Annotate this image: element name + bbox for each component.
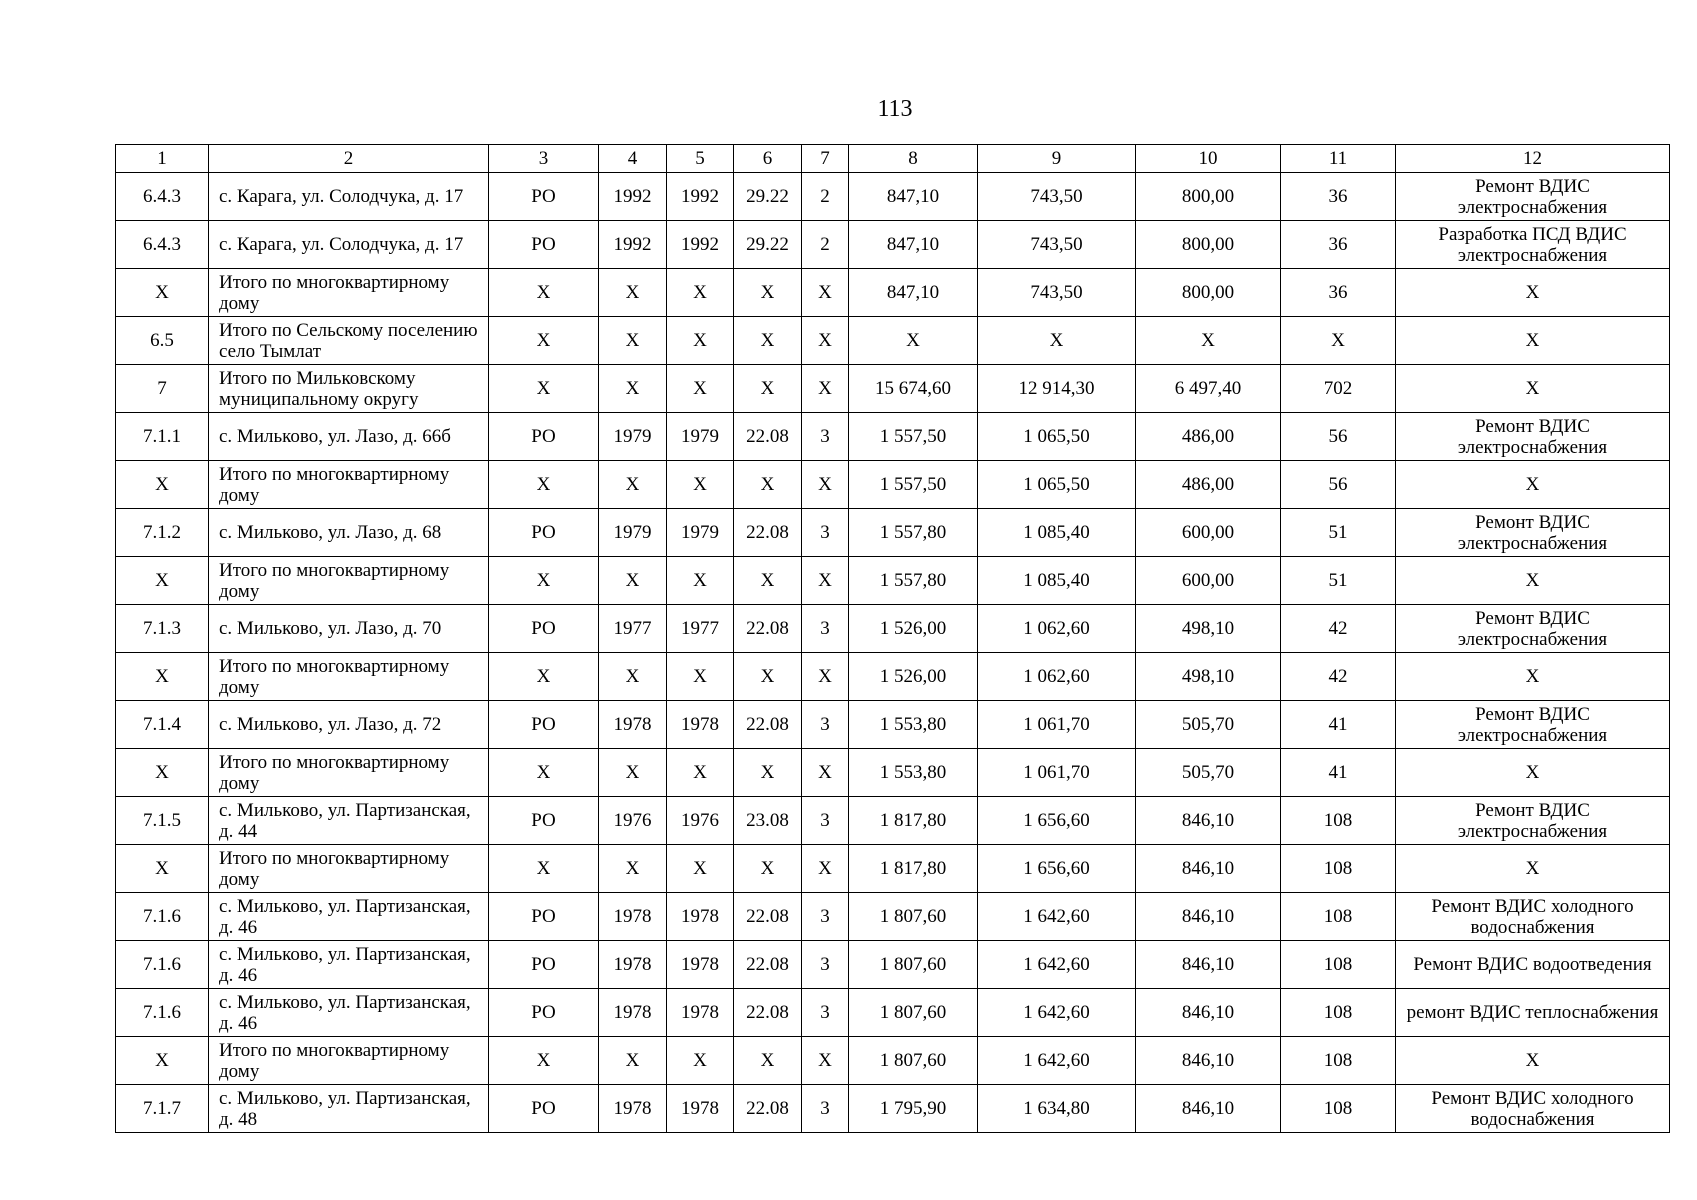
cell-year-commissioned: Х — [667, 365, 734, 413]
cell-work-type: ремонт ВДИС теплоснабжения — [1396, 989, 1670, 1037]
cell-work-type: Х — [1396, 317, 1670, 365]
cell-address: Итого по Мильковскому муниципальному округу — [209, 365, 489, 413]
cell-total-area: 15 674,60 — [849, 365, 978, 413]
cell-address: Итого по многоквартирному дому — [209, 269, 489, 317]
cell-owner-type: РО — [489, 509, 599, 557]
column-header: 10 — [1136, 145, 1281, 173]
cell-wear-date: Х — [734, 653, 802, 701]
cell-row-number: 7.1.5 — [116, 797, 209, 845]
cell-floors: 3 — [802, 413, 849, 461]
cell-floors: 2 — [802, 173, 849, 221]
cell-year-commissioned: Х — [667, 269, 734, 317]
cell-total-area: 847,10 — [849, 269, 978, 317]
cell-total-area: 1 807,60 — [849, 941, 978, 989]
cell-nonliving-area: 846,10 — [1136, 989, 1281, 1037]
cell-nonliving-area: 800,00 — [1136, 269, 1281, 317]
cell-year-commissioned: 1978 — [667, 941, 734, 989]
cell-row-number: 7 — [116, 365, 209, 413]
cell-nonliving-area: 600,00 — [1136, 557, 1281, 605]
cell-row-number: 6.4.3 — [116, 221, 209, 269]
cell-nonliving-area: 846,10 — [1136, 1085, 1281, 1133]
cell-address: с. Мильково, ул. Лазо, д. 70 — [209, 605, 489, 653]
cell-nonliving-area: 800,00 — [1136, 173, 1281, 221]
cell-year-built: 1978 — [599, 1085, 667, 1133]
cell-work-type: Х — [1396, 845, 1670, 893]
cell-residents: 108 — [1281, 845, 1396, 893]
cell-owner-type: Х — [489, 1037, 599, 1085]
column-header: 12 — [1396, 145, 1670, 173]
cell-address: Итого по многоквартирному дому — [209, 461, 489, 509]
cell-nonliving-area: 846,10 — [1136, 893, 1281, 941]
cell-work-type: Ремонт ВДИС электроснабжения — [1396, 173, 1670, 221]
cell-address: с. Мильково, ул. Партизанская, д. 46 — [209, 941, 489, 989]
cell-year-commissioned: Х — [667, 461, 734, 509]
cell-address: с. Мильково, ул. Партизанская, д. 46 — [209, 893, 489, 941]
cell-row-number: 7.1.4 — [116, 701, 209, 749]
table-row — [116, 221, 1670, 269]
cell-work-type: Разработка ПСД ВДИС электроснабжения — [1396, 221, 1670, 269]
cell-total-area: 847,10 — [849, 173, 978, 221]
cell-total-area: 1 807,60 — [849, 893, 978, 941]
cell-wear-date: Х — [734, 461, 802, 509]
cell-year-built: 1977 — [599, 605, 667, 653]
cell-living-area: 1 062,60 — [978, 653, 1136, 701]
table-row — [116, 557, 1670, 605]
cell-address: Итого по многоквартирному дому — [209, 653, 489, 701]
column-header: 2 — [209, 145, 489, 173]
cell-floors: Х — [802, 653, 849, 701]
cell-floors: 3 — [802, 1085, 849, 1133]
cell-floors: 2 — [802, 221, 849, 269]
column-header: 8 — [849, 145, 978, 173]
cell-address: с. Мильково, ул. Лазо, д. 66б — [209, 413, 489, 461]
table-row — [116, 1085, 1670, 1133]
cell-living-area: 1 642,60 — [978, 989, 1136, 1037]
cell-floors: Х — [802, 365, 849, 413]
cell-work-type: Х — [1396, 461, 1670, 509]
cell-wear-date: 22.08 — [734, 941, 802, 989]
cell-work-type: Ремонт ВДИС электроснабжения — [1396, 797, 1670, 845]
cell-wear-date: 22.08 — [734, 701, 802, 749]
cell-work-type: Ремонт ВДИС электроснабжения — [1396, 413, 1670, 461]
cell-residents: 702 — [1281, 365, 1396, 413]
cell-address: с. Мильково, ул. Партизанская, д. 44 — [209, 797, 489, 845]
table-row — [116, 797, 1670, 845]
table-row — [116, 605, 1670, 653]
cell-wear-date: 23.08 — [734, 797, 802, 845]
cell-living-area: 743,50 — [978, 221, 1136, 269]
cell-floors: 3 — [802, 605, 849, 653]
cell-owner-type: Х — [489, 269, 599, 317]
page-number: 113 — [877, 96, 913, 122]
cell-living-area: 743,50 — [978, 173, 1136, 221]
column-header: 4 — [599, 145, 667, 173]
cell-living-area: 1 062,60 — [978, 605, 1136, 653]
cell-address: Итого по многоквартирному дому — [209, 557, 489, 605]
cell-nonliving-area: 486,00 — [1136, 413, 1281, 461]
cell-nonliving-area: 846,10 — [1136, 797, 1281, 845]
cell-wear-date: Х — [734, 749, 802, 797]
cell-wear-date: Х — [734, 845, 802, 893]
cell-living-area: 1 061,70 — [978, 701, 1136, 749]
cell-year-commissioned: 1979 — [667, 413, 734, 461]
cell-owner-type: Х — [489, 653, 599, 701]
cell-nonliving-area: Х — [1136, 317, 1281, 365]
cell-address: Итого по Сельскому поселению село Тымлат — [209, 317, 489, 365]
cell-address: Итого по многоквартирному дому — [209, 749, 489, 797]
table-row — [116, 413, 1670, 461]
cell-total-area: 1 553,80 — [849, 701, 978, 749]
column-header: 5 — [667, 145, 734, 173]
cell-owner-type: РО — [489, 413, 599, 461]
table-row — [116, 1037, 1670, 1085]
cell-total-area: 1 526,00 — [849, 605, 978, 653]
cell-year-commissioned: Х — [667, 1037, 734, 1085]
cell-row-number: 7.1.7 — [116, 1085, 209, 1133]
cell-floors: 3 — [802, 989, 849, 1037]
cell-year-built: 1978 — [599, 941, 667, 989]
cell-wear-date: Х — [734, 269, 802, 317]
cell-nonliving-area: 846,10 — [1136, 941, 1281, 989]
cell-nonliving-area: 846,10 — [1136, 1037, 1281, 1085]
header-row — [116, 145, 1670, 173]
table-row — [116, 173, 1670, 221]
cell-total-area: 847,10 — [849, 221, 978, 269]
cell-year-commissioned: 1992 — [667, 173, 734, 221]
cell-year-commissioned: Х — [667, 845, 734, 893]
table-row — [116, 365, 1670, 413]
table-row — [116, 653, 1670, 701]
cell-nonliving-area: 486,00 — [1136, 461, 1281, 509]
cell-living-area: 1 634,80 — [978, 1085, 1136, 1133]
cell-living-area: Х — [978, 317, 1136, 365]
cell-wear-date: 22.08 — [734, 605, 802, 653]
cell-wear-date: 22.08 — [734, 989, 802, 1037]
cell-row-number: 7.1.3 — [116, 605, 209, 653]
cell-residents: 36 — [1281, 269, 1396, 317]
cell-floors: Х — [802, 461, 849, 509]
cell-residents: 36 — [1281, 221, 1396, 269]
cell-year-commissioned: 1992 — [667, 221, 734, 269]
cell-year-commissioned: 1978 — [667, 989, 734, 1037]
cell-floors: 3 — [802, 797, 849, 845]
cell-total-area: 1 553,80 — [849, 749, 978, 797]
cell-owner-type: Х — [489, 557, 599, 605]
cell-address: с. Карага, ул. Солодчука, д. 17 — [209, 173, 489, 221]
table-row — [116, 845, 1670, 893]
cell-wear-date: Х — [734, 317, 802, 365]
table-row — [116, 269, 1670, 317]
table-row — [116, 701, 1670, 749]
cell-row-number: 7.1.2 — [116, 509, 209, 557]
cell-address: с. Мильково, ул. Лазо, д. 68 — [209, 509, 489, 557]
cell-floors: Х — [802, 317, 849, 365]
cell-work-type: Х — [1396, 653, 1670, 701]
cell-residents: 108 — [1281, 941, 1396, 989]
cell-nonliving-area: 498,10 — [1136, 605, 1281, 653]
cell-total-area: 1 807,60 — [849, 1037, 978, 1085]
table-row — [116, 941, 1670, 989]
table-row — [116, 989, 1670, 1037]
cell-work-type: Ремонт ВДИС холодного водоснабжения — [1396, 893, 1670, 941]
cell-living-area: 743,50 — [978, 269, 1136, 317]
cell-residents: 56 — [1281, 413, 1396, 461]
cell-total-area: 1 557,50 — [849, 461, 978, 509]
cell-work-type: Х — [1396, 1037, 1670, 1085]
cell-wear-date: 29.22 — [734, 173, 802, 221]
cell-total-area: Х — [849, 317, 978, 365]
cell-owner-type: РО — [489, 605, 599, 653]
cell-year-commissioned: 1979 — [667, 509, 734, 557]
cell-year-built: 1979 — [599, 413, 667, 461]
cell-total-area: 1 526,00 — [849, 653, 978, 701]
cell-year-built: 1992 — [599, 221, 667, 269]
cell-year-built: Х — [599, 317, 667, 365]
table-row — [116, 893, 1670, 941]
table-row — [116, 317, 1670, 365]
cell-work-type: Ремонт ВДИС электроснабжения — [1396, 605, 1670, 653]
cell-year-commissioned: 1978 — [667, 893, 734, 941]
cell-residents: 108 — [1281, 1085, 1396, 1133]
cell-owner-type: Х — [489, 317, 599, 365]
cell-year-built: 1978 — [599, 989, 667, 1037]
cell-residents: 108 — [1281, 797, 1396, 845]
cell-year-commissioned: Х — [667, 557, 734, 605]
cell-living-area: 1 642,60 — [978, 941, 1136, 989]
cell-row-number: 7.1.6 — [116, 989, 209, 1037]
cell-living-area: 1 656,60 — [978, 845, 1136, 893]
cell-nonliving-area: 800,00 — [1136, 221, 1281, 269]
cell-floors: Х — [802, 1037, 849, 1085]
cell-work-type: Х — [1396, 749, 1670, 797]
cell-owner-type: Х — [489, 461, 599, 509]
cell-residents: 51 — [1281, 557, 1396, 605]
cell-row-number: Х — [116, 557, 209, 605]
cell-row-number: 7.1.6 — [116, 941, 209, 989]
cell-nonliving-area: 498,10 — [1136, 653, 1281, 701]
cell-work-type: Ремонт ВДИС холодного водоснабжения — [1396, 1085, 1670, 1133]
cell-living-area: 1 656,60 — [978, 797, 1136, 845]
cell-floors: Х — [802, 269, 849, 317]
cell-year-commissioned: 1978 — [667, 1085, 734, 1133]
register-table — [115, 144, 1670, 1133]
cell-residents: 41 — [1281, 701, 1396, 749]
cell-residents: Х — [1281, 317, 1396, 365]
cell-year-commissioned: 1976 — [667, 797, 734, 845]
cell-living-area: 1 065,50 — [978, 413, 1136, 461]
cell-total-area: 1 807,60 — [849, 989, 978, 1037]
cell-owner-type: РО — [489, 173, 599, 221]
cell-owner-type: РО — [489, 797, 599, 845]
cell-owner-type: РО — [489, 941, 599, 989]
cell-year-built: 1978 — [599, 893, 667, 941]
table-row — [116, 749, 1670, 797]
cell-total-area: 1 557,50 — [849, 413, 978, 461]
cell-work-type: Ремонт ВДИС водоотведения — [1396, 941, 1670, 989]
cell-wear-date: Х — [734, 365, 802, 413]
cell-wear-date: 22.08 — [734, 1085, 802, 1133]
cell-year-built: 1992 — [599, 173, 667, 221]
cell-row-number: Х — [116, 1037, 209, 1085]
cell-total-area: 1 817,80 — [849, 797, 978, 845]
cell-residents: 108 — [1281, 989, 1396, 1037]
cell-living-area: 1 085,40 — [978, 557, 1136, 605]
cell-owner-type: Х — [489, 749, 599, 797]
table-body — [116, 145, 1670, 1133]
cell-year-commissioned: Х — [667, 653, 734, 701]
cell-residents: 108 — [1281, 893, 1396, 941]
table-row — [116, 509, 1670, 557]
cell-row-number: 7.1.6 — [116, 893, 209, 941]
cell-nonliving-area: 505,70 — [1136, 701, 1281, 749]
cell-total-area: 1 557,80 — [849, 509, 978, 557]
cell-floors: 3 — [802, 893, 849, 941]
cell-row-number: Х — [116, 461, 209, 509]
cell-residents: 36 — [1281, 173, 1396, 221]
cell-living-area: 1 085,40 — [978, 509, 1136, 557]
cell-address: Итого по многоквартирному дому — [209, 1037, 489, 1085]
cell-work-type: Ремонт ВДИС электроснабжения — [1396, 701, 1670, 749]
cell-owner-type: Х — [489, 365, 599, 413]
cell-year-built: Х — [599, 269, 667, 317]
cell-year-built: Х — [599, 557, 667, 605]
cell-year-built: 1978 — [599, 701, 667, 749]
cell-year-commissioned: 1978 — [667, 701, 734, 749]
cell-living-area: 1 642,60 — [978, 1037, 1136, 1085]
cell-wear-date: 22.08 — [734, 893, 802, 941]
cell-year-commissioned: Х — [667, 317, 734, 365]
cell-address: с. Мильково, ул. Партизанская, д. 48 — [209, 1085, 489, 1133]
table-row — [116, 461, 1670, 509]
cell-row-number: 6.4.3 — [116, 173, 209, 221]
cell-living-area: 1 065,50 — [978, 461, 1136, 509]
cell-wear-date: 22.08 — [734, 413, 802, 461]
cell-residents: 42 — [1281, 605, 1396, 653]
cell-year-built: 1976 — [599, 797, 667, 845]
column-header: 3 — [489, 145, 599, 173]
cell-row-number: 7.1.1 — [116, 413, 209, 461]
cell-total-area: 1 795,90 — [849, 1085, 978, 1133]
column-header: 6 — [734, 145, 802, 173]
cell-residents: 51 — [1281, 509, 1396, 557]
cell-row-number: 6.5 — [116, 317, 209, 365]
cell-owner-type: Х — [489, 845, 599, 893]
cell-residents: 42 — [1281, 653, 1396, 701]
cell-floors: Х — [802, 845, 849, 893]
cell-living-area: 1 061,70 — [978, 749, 1136, 797]
cell-year-commissioned: 1977 — [667, 605, 734, 653]
cell-year-built: Х — [599, 749, 667, 797]
cell-address: с. Мильково, ул. Лазо, д. 72 — [209, 701, 489, 749]
cell-nonliving-area: 600,00 — [1136, 509, 1281, 557]
cell-work-type: Х — [1396, 269, 1670, 317]
cell-floors: 3 — [802, 941, 849, 989]
cell-residents: 41 — [1281, 749, 1396, 797]
cell-row-number: Х — [116, 845, 209, 893]
cell-wear-date: Х — [734, 557, 802, 605]
cell-wear-date: 29.22 — [734, 221, 802, 269]
cell-nonliving-area: 6 497,40 — [1136, 365, 1281, 413]
cell-total-area: 1 557,80 — [849, 557, 978, 605]
cell-floors: Х — [802, 557, 849, 605]
column-header: 7 — [802, 145, 849, 173]
cell-owner-type: РО — [489, 701, 599, 749]
cell-owner-type: РО — [489, 989, 599, 1037]
cell-nonliving-area: 505,70 — [1136, 749, 1281, 797]
cell-year-built: Х — [599, 365, 667, 413]
cell-wear-date: Х — [734, 1037, 802, 1085]
column-header: 9 — [978, 145, 1136, 173]
cell-address: с. Карага, ул. Солодчука, д. 17 — [209, 221, 489, 269]
cell-year-built: 1979 — [599, 509, 667, 557]
column-header: 11 — [1281, 145, 1396, 173]
cell-work-type: Х — [1396, 557, 1670, 605]
cell-residents: 108 — [1281, 1037, 1396, 1085]
cell-year-built: Х — [599, 653, 667, 701]
cell-living-area: 12 914,30 — [978, 365, 1136, 413]
cell-owner-type: РО — [489, 893, 599, 941]
cell-owner-type: РО — [489, 221, 599, 269]
cell-address: с. Мильково, ул. Партизанская, д. 46 — [209, 989, 489, 1037]
cell-year-built: Х — [599, 1037, 667, 1085]
cell-work-type: Ремонт ВДИС электроснабжения — [1396, 509, 1670, 557]
cell-living-area: 1 642,60 — [978, 893, 1136, 941]
column-header: 1 — [116, 145, 209, 173]
cell-year-built: Х — [599, 461, 667, 509]
cell-work-type: Х — [1396, 365, 1670, 413]
cell-owner-type: РО — [489, 1085, 599, 1133]
cell-floors: Х — [802, 749, 849, 797]
cell-nonliving-area: 846,10 — [1136, 845, 1281, 893]
cell-total-area: 1 817,80 — [849, 845, 978, 893]
cell-year-commissioned: Х — [667, 749, 734, 797]
cell-wear-date: 22.08 — [734, 509, 802, 557]
cell-row-number: Х — [116, 269, 209, 317]
cell-residents: 56 — [1281, 461, 1396, 509]
cell-floors: 3 — [802, 509, 849, 557]
cell-row-number: Х — [116, 653, 209, 701]
cell-floors: 3 — [802, 701, 849, 749]
cell-row-number: Х — [116, 749, 209, 797]
cell-year-built: Х — [599, 845, 667, 893]
cell-address: Итого по многоквартирному дому — [209, 845, 489, 893]
